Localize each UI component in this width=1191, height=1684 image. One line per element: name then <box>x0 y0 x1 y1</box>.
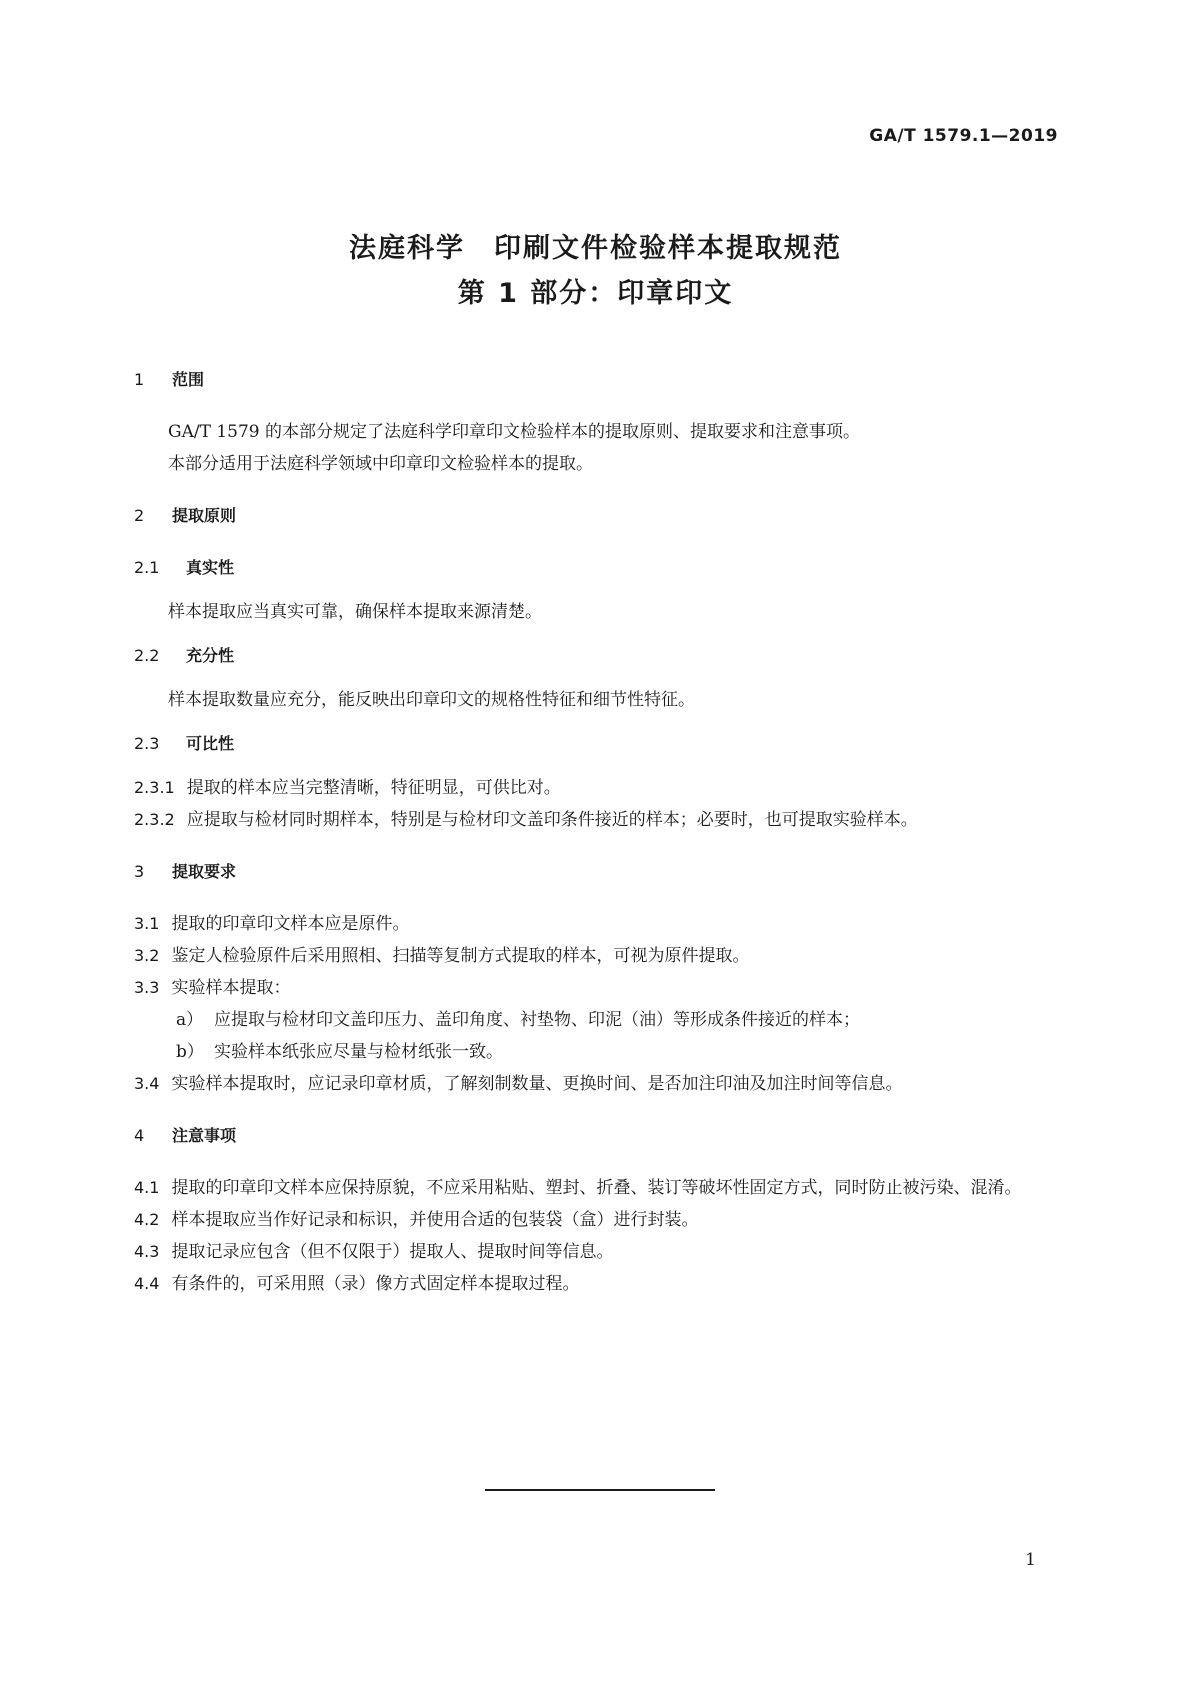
clause-3-4 <box>134 1068 1062 1100</box>
clause-number: 3.3 <box>134 978 160 997</box>
clause-number: 4.3 <box>134 1242 160 1261</box>
section-title: 充分性 <box>186 646 235 665</box>
standard-code: GA/T 1579.1—2019 <box>869 126 1058 146</box>
section-title: 提取要求 <box>172 862 237 881</box>
section-4-heading <box>134 1120 1062 1152</box>
title-line-2: 第 1 部分：印章印文 <box>457 278 734 309</box>
section-1-paragraph-1: GA/T 1579 的本部分规定了法庭科学印章印文检验样本的提取原则、提取要求和注意事项。 <box>168 422 860 442</box>
list-marker: b） <box>176 1042 204 1062</box>
section-title: 真实性 <box>186 558 235 577</box>
section-2-3-heading <box>134 728 1062 760</box>
clause-2-3-2 <box>134 804 1062 836</box>
list-text: 实验样本纸张应尽量与检材纸张一致。 <box>214 1042 503 1062</box>
clause-3-1 <box>134 908 1062 940</box>
clause-4-2 <box>134 1204 1062 1236</box>
document-body <box>134 364 1062 1300</box>
clause-number: 3.1 <box>134 914 160 933</box>
clause-4-4 <box>134 1268 1062 1300</box>
clause-number: 4.1 <box>134 1178 160 1197</box>
section-2-2-heading <box>134 640 1062 672</box>
section-2-2-text: 样本提取数量应充分，能反映出印章印文的规格性特征和细节性特征。 <box>168 690 695 710</box>
clause-number: 2.3.1 <box>134 778 175 797</box>
clause-3-2 <box>134 940 1062 972</box>
section-number: 3 <box>134 862 145 881</box>
document-title <box>0 226 1191 316</box>
list-item-b <box>134 1036 1062 1068</box>
clause-number: 4.2 <box>134 1210 160 1229</box>
section-3-heading <box>134 856 1062 888</box>
clause-number: 3.4 <box>134 1074 160 1093</box>
section-title: 范围 <box>172 370 205 389</box>
clause-text: 提取的样本应当完整清晰，特征明显，可供比对。 <box>186 778 561 798</box>
section-number: 1 <box>134 370 145 389</box>
clause-4-1 <box>134 1172 1062 1204</box>
clause-text: 提取记录应包含（但不仅限于）提取人、提取时间等信息。 <box>171 1242 614 1262</box>
clause-2-3-1 <box>134 772 1062 804</box>
list-marker: a） <box>176 1010 204 1030</box>
clause-number: 3.2 <box>134 946 160 965</box>
list-text: 应提取与检材印文盖印压力、盖印角度、衬垫物、印泥（油）等形成条件接近的样本； <box>214 1010 860 1030</box>
section-2-1-heading <box>134 552 1062 584</box>
clause-text: 有条件的，可采用照（录）像方式固定样本提取过程。 <box>171 1274 580 1294</box>
clause-text: 应提取与检材同时期样本，特别是与检材印文盖印条件接近的样本；必要时，也可提取实验样本。 <box>186 810 918 830</box>
section-number: 2.1 <box>134 558 160 577</box>
clause-text: 提取的印章印文样本应保持原貌，不应采用粘贴、塑封、折叠、装订等破坏性固定方式，同时防止被污染、混淆。 <box>171 1178 1022 1198</box>
section-2-1-text: 样本提取应当真实可靠，确保样本提取来源清楚。 <box>168 602 542 622</box>
section-title: 提取原则 <box>172 506 237 525</box>
section-number: 2.2 <box>134 646 160 665</box>
page-number: 1 <box>1025 1550 1036 1570</box>
section-title: 注意事项 <box>172 1126 237 1145</box>
title-line-1: 法庭科学 印刷文件检验样本提取规范 <box>349 233 842 264</box>
section-1-heading <box>134 364 1062 396</box>
clause-number: 2.3.2 <box>134 810 175 829</box>
clause-text: 实验样本提取时，应记录印章材质，了解刻制数量、更换时间、是否加注印油及加注时间等信息。 <box>171 1074 903 1094</box>
clause-text: 鉴定人检验原件后采用照相、扫描等复制方式提取的样本，可视为原件提取。 <box>171 946 750 966</box>
section-number: 4 <box>134 1126 145 1145</box>
section-title: 可比性 <box>186 734 235 753</box>
clause-text: 样本提取应当作好记录和标识，并使用合适的包装袋（盒）进行封装。 <box>171 1210 699 1230</box>
clause-number: 4.4 <box>134 1274 160 1293</box>
end-of-document-rule <box>485 1489 715 1491</box>
clause-3-3 <box>134 972 1062 1004</box>
section-1-paragraph-2: 本部分适用于法庭科学领域中印章印文检验样本的提取。 <box>168 454 593 474</box>
list-item-a <box>134 1004 1062 1036</box>
section-2-heading <box>134 500 1062 532</box>
clause-text: 提取的印章印文样本应是原件。 <box>171 914 410 934</box>
section-number: 2.3 <box>134 734 160 753</box>
clause-4-3 <box>134 1236 1062 1268</box>
clause-text: 实验样本提取： <box>171 978 291 998</box>
section-number: 2 <box>134 506 145 525</box>
